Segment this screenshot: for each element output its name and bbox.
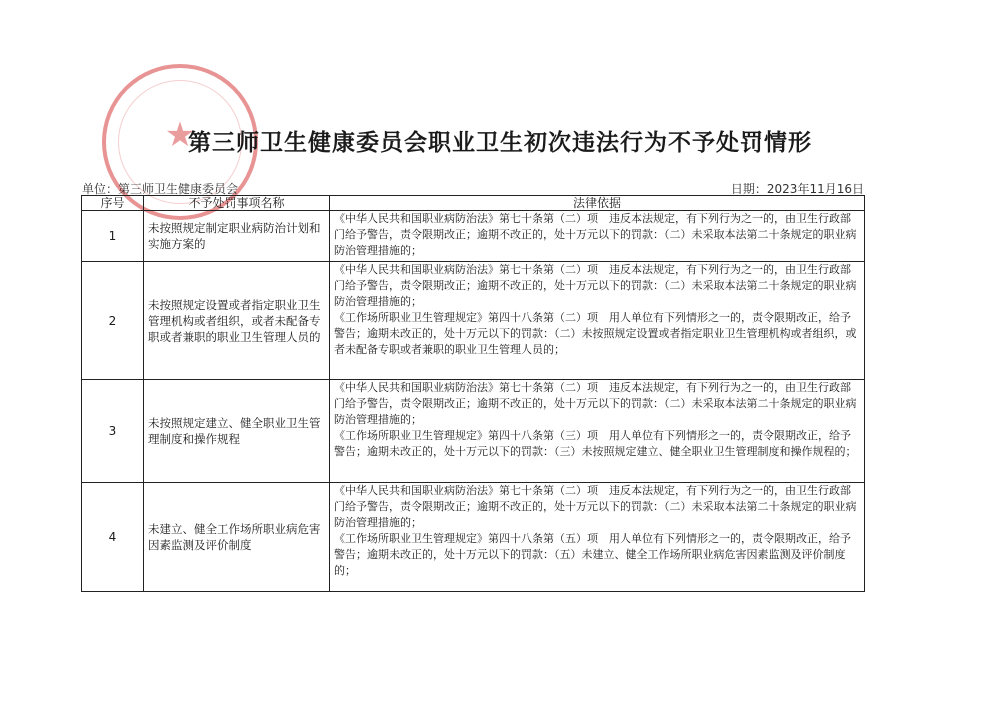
legal-basis-paragraph: 《工作场所职业卫生管理规定》第四十八条第（二）项 用人单位有下列情形之一的，责令限期改正，给予警告；逾期未改正的，处十万元以下的罚款：（二）未按照规定设置或者指定职业卫生管理机构或者组织，或者未配备专职或者兼职的职业卫生管理人员的；: [334, 311, 857, 356]
unit-label: 单位：第三师卫生健康委员会: [82, 182, 239, 196]
header-name: 不予处罚事项名称: [144, 196, 330, 211]
penalty-exemption-table: [81, 195, 865, 592]
legal-basis-paragraph: 《工作场所职业卫生管理规定》第四十八条第（五）项 用人单位有下列情形之一的，责令限期改正，给予警告；逾期未改正的，处十万元以下的罚款：（五）未建立、健全工作场所职业病危害因素监测及评价制度的；: [334, 532, 851, 577]
legal-basis: [330, 380, 865, 483]
legal-basis-paragraph: 《中华人民共和国职业病防治法》第七十条第（二）项 违反本法规定，有下列行为之一的，由卫生行政部门给予警告，责令限期改正；逾期不改正的，处十万元以下的罚款：（二）未采取本法第二十条规定的职业病防治管理措施的；: [334, 484, 857, 529]
item-name: 未按照规定制定职业病防治计划和实施方案的: [144, 211, 330, 262]
item-name: 未建立、健全工作场所职业病危害因素监测及评价制度: [144, 483, 330, 592]
legal-basis-paragraph: 《中华人民共和国职业病防治法》第七十条第（二）项 违反本法规定，有下列行为之一的，由卫生行政部门给予警告，责令限期改正；逾期不改正的，处十万元以下的罚款：（二）未采取本法第二十条规定的职业病防治管理措施的；: [334, 212, 857, 257]
header-no: 序号: [82, 196, 144, 211]
legal-basis: [330, 211, 865, 262]
legal-basis: [330, 483, 865, 592]
legal-basis-paragraph: 《中华人民共和国职业病防治法》第七十条第（二）项 违反本法规定，有下列行为之一的，由卫生行政部门给予警告，责令限期改正；逾期不改正的，处十万元以下的罚款：（二）未采取本法第二十条规定的职业病防治管理措施的；: [334, 381, 857, 426]
row-number: 2: [82, 262, 144, 380]
table-row: [82, 211, 865, 262]
seal-star-icon: ★: [164, 115, 196, 155]
date-label: 日期：2023年11月16日: [730, 182, 864, 196]
row-number: 4: [82, 483, 144, 592]
table-row: [82, 380, 865, 483]
row-number: 3: [82, 380, 144, 483]
page-title: 第三师卫生健康委员会职业卫生初次违法行为不予处罚情形: [188, 129, 812, 156]
table-row: [82, 262, 865, 380]
table-row: [82, 483, 865, 592]
legal-basis: [330, 262, 865, 380]
table-header-row: [82, 196, 865, 211]
header-basis: 法律依据: [330, 196, 865, 211]
legal-basis-paragraph: 《中华人民共和国职业病防治法》第七十条第（二）项 违反本法规定，有下列行为之一的，由卫生行政部门给予警告，责令限期改正；逾期不改正的，处十万元以下的罚款：（二）未采取本法第二十条规定的职业病防治管理措施的；: [334, 263, 857, 308]
item-name: 未按照规定建立、健全职业卫生管理制度和操作规程: [144, 380, 330, 483]
legal-basis-paragraph: 《工作场所职业卫生管理规定》第四十八条第（三）项 用人单位有下列情形之一的，责令限期改正，给予警告；逾期未改正的，处十万元以下的罚款：（三）未按照规定建立、健全职业卫生管理制度和操作规程的；: [334, 429, 857, 458]
row-number: 1: [82, 211, 144, 262]
item-name: 未按照规定设置或者指定职业卫生管理机构或者组织，或者未配备专职或者兼职的职业卫生管理人员的: [144, 262, 330, 380]
